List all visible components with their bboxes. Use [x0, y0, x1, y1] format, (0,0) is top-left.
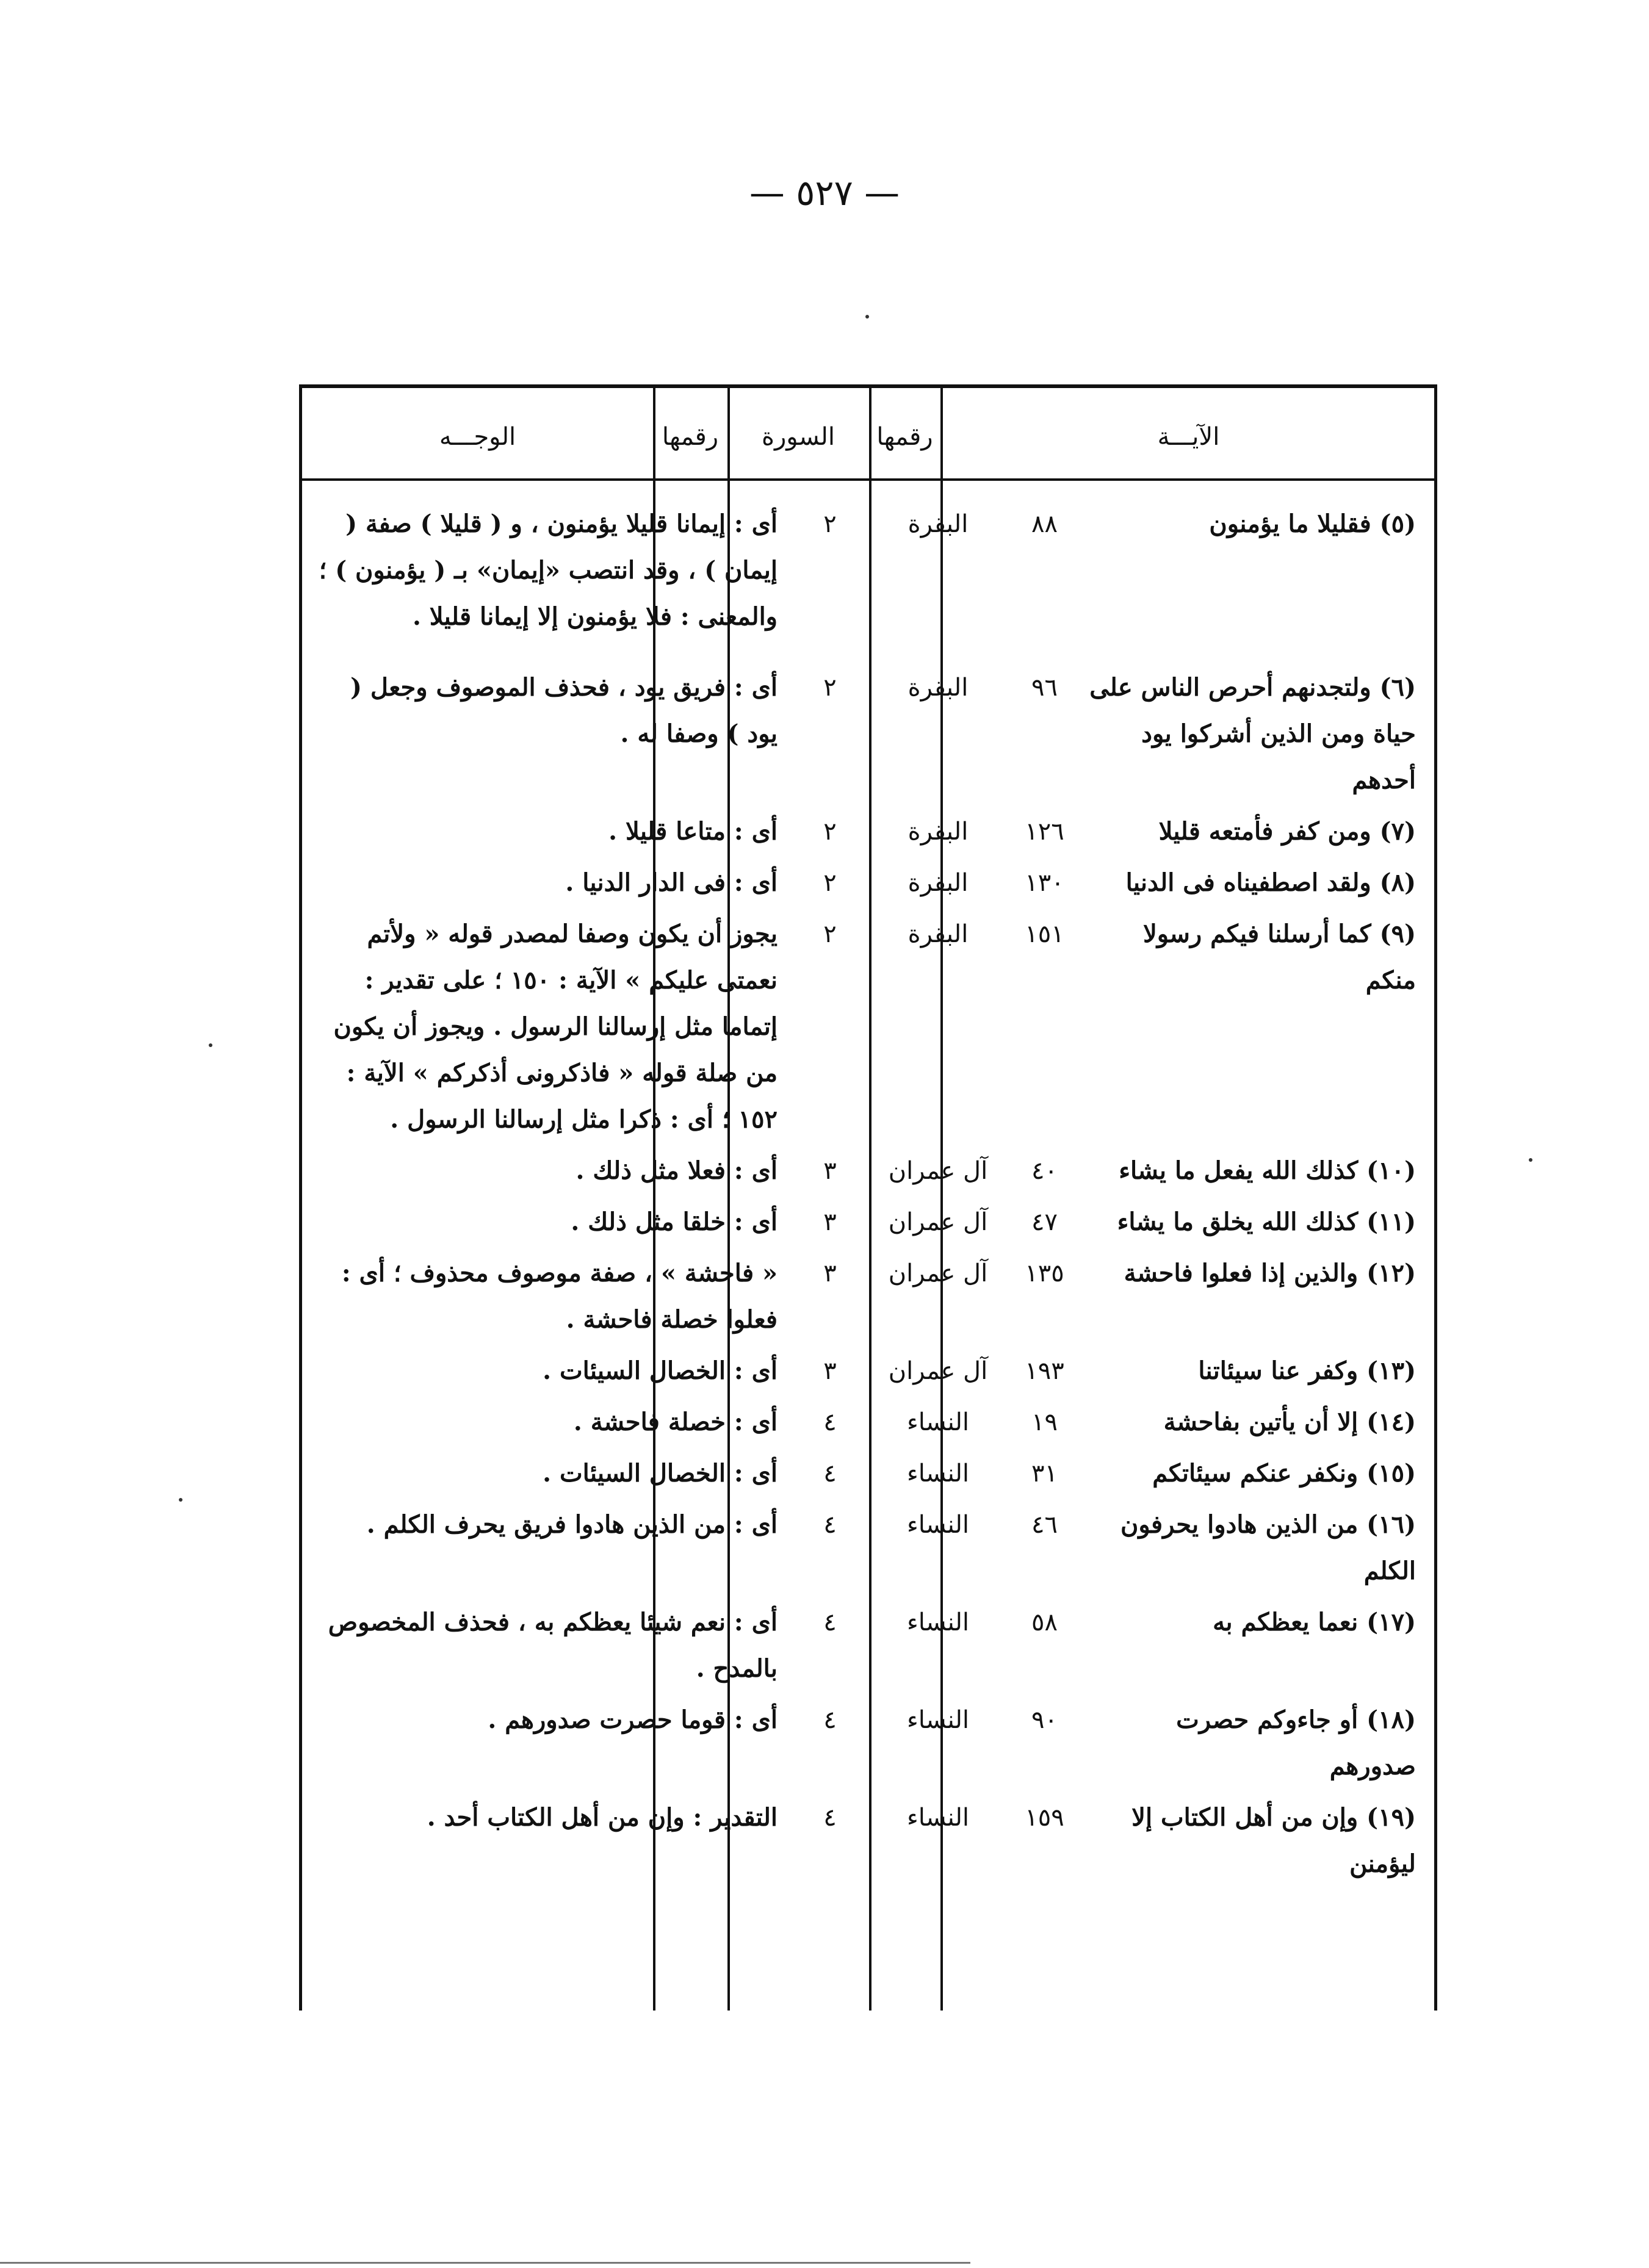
verse-cell: (١١) كذلك الله يخلق ما يشاء [1117, 1208, 1416, 1236]
explanation-cell: أى : قوما حصرت صدورهم . [488, 1705, 778, 1734]
header-verse-number: رقمها [876, 423, 933, 451]
verse-cell: (١٠) كذلك الله يفعل ما يشاء [1119, 1156, 1416, 1185]
surah-number-cell: ٤ [823, 1408, 837, 1436]
surah-cell: البقرة [907, 510, 969, 538]
surah-cell: البقرة [907, 869, 969, 897]
scan-speck [1529, 1158, 1532, 1162]
surah-number-cell: ٤ [823, 1804, 837, 1832]
table-row [302, 1599, 1434, 1692]
surah-cell: البقرة [907, 818, 969, 846]
surah-cell: النساء [906, 1460, 970, 1488]
surah-cell: آل عمران [888, 1208, 988, 1236]
verse-cell: (٥) فقليلا ما يؤمنون [1209, 509, 1416, 538]
row-gap [302, 1594, 1434, 1599]
verse-cell: (١٥) ونكفر عنكم سيئاتكم [1152, 1459, 1416, 1488]
surah-cell: آل عمران [888, 1357, 988, 1385]
row-gap [302, 1343, 1434, 1348]
row-gap [302, 1497, 1434, 1502]
header-explanation: الوجـــه [439, 423, 516, 451]
surah-number-cell: ٢ [823, 674, 837, 702]
verse-cell: (١٧) نعما يعظكم به [1213, 1608, 1416, 1636]
verse-cell: (١٢) والذين إذا فعلوا فاحشة [1124, 1259, 1416, 1287]
table-row [302, 1148, 1434, 1194]
scan-speck [209, 1043, 212, 1047]
verse-number-cell: ٤٦ [1031, 1511, 1058, 1539]
verse-number-cell: ١٣٠ [1025, 869, 1064, 897]
table-row [302, 1697, 1434, 1790]
verse-table [299, 384, 1437, 2011]
verse-number-cell: ١٣٥ [1025, 1259, 1064, 1287]
surah-number-cell: ٤ [823, 1511, 837, 1539]
header-surah-number: رقمها [662, 423, 719, 451]
table-row [302, 860, 1434, 906]
header-surah: السورة [762, 423, 835, 451]
table-row [302, 664, 1434, 804]
verse-cell: (١٨) أو جاءوكم حصرت صدورهم [1176, 1705, 1416, 1780]
verse-number-cell: ١٥١ [1025, 920, 1064, 948]
verse-cell: (٩) كما أرسلنا فيكم رسولا منكم [1142, 920, 1416, 995]
verse-number-cell: ٣١ [1031, 1460, 1058, 1488]
surah-cell: آل عمران [888, 1157, 988, 1185]
explanation-cell: أى : خصلة فاحشة . [573, 1408, 778, 1436]
surah-cell: النساء [906, 1408, 970, 1436]
surah-number-cell: ٣ [823, 1357, 837, 1385]
table-row [302, 1348, 1434, 1394]
verse-cell: (١٤) إلا أن يأتين بفاحشة [1163, 1408, 1416, 1436]
header-rule [302, 478, 1434, 481]
verse-cell: (٧) ومن كفر فأمتعه قليلا [1158, 817, 1416, 846]
page-number: — ٥٢٧ — [749, 172, 900, 214]
surah-cell: البقرة [907, 920, 969, 948]
verse-cell: (٨) ولقد اصطفيناه فى الدنيا [1125, 868, 1416, 897]
table-body [302, 501, 1434, 1887]
bottom-rule [0, 2262, 970, 2264]
explanation-cell: « فاحشة » ، صفة موصوف محذوف ؛ أى : فعلوا خصلة فاحشة . [341, 1259, 778, 1334]
surah-cell: البقرة [907, 674, 969, 702]
row-gap [302, 1143, 1434, 1148]
explanation-cell: أى : فعلا مثل ذلك . [576, 1156, 778, 1185]
explanation-cell: أى : الخصال السيئات . [543, 1356, 778, 1385]
surah-cell: النساء [906, 1608, 970, 1636]
verse-number-cell: ٩٠ [1031, 1706, 1058, 1734]
surah-number-cell: ٤ [823, 1460, 837, 1488]
explanation-cell: أى : فريق يود ، فحذف الموصوف وجعل ( يود ) وصفا له . [350, 673, 778, 748]
surah-cell: النساء [906, 1804, 970, 1832]
scan-speck [179, 1498, 182, 1502]
verse-cell: (١٣) وكفر عنا سيئاتنا [1198, 1356, 1416, 1385]
verse-cell: (١٩) وإن من أهل الكتاب إلا ليؤمنن [1131, 1803, 1416, 1878]
row-gap [302, 1790, 1434, 1795]
explanation-cell: أى : الخصال السيئات . [543, 1459, 778, 1488]
table-row [302, 1199, 1434, 1245]
explanation-cell: التقدير : وإن من أهل الكتاب أحد . [427, 1803, 778, 1832]
table-row [302, 1502, 1434, 1594]
verse-number-cell: ٥٨ [1031, 1608, 1058, 1636]
surah-cell: آل عمران [888, 1259, 988, 1287]
verse-cell: (١٦) من الذين هادوا يحرفون الكلم [1120, 1510, 1416, 1585]
row-gap [302, 906, 1434, 911]
surah-cell: النساء [906, 1511, 970, 1539]
explanation-cell: أى : إيمانا قليلا يؤمنون ، و ( قليلا ) صفة ( إيمان ) ، وقد انتصب «إيمان» بـ ( يؤمنون ) ؛ والمعنى : فلا يؤمنون إلا إيمانا قليلا . [319, 509, 778, 631]
row-gap [302, 804, 1434, 808]
table-row [302, 1795, 1434, 1887]
verse-number-cell: ٩٦ [1031, 674, 1058, 702]
surah-number-cell: ٤ [823, 1608, 837, 1636]
verse-number-cell: ٤٧ [1031, 1208, 1058, 1236]
scan-speck [865, 315, 869, 319]
surah-number-cell: ٢ [823, 818, 837, 846]
surah-number-cell: ٢ [823, 869, 837, 897]
explanation-cell: أى : من الذين هادوا فريق يحرف الكلم . [366, 1510, 778, 1539]
row-gap [302, 1445, 1434, 1450]
explanation-cell: أى : نعم شيئا يعظكم به ، فحذف المخصوص بالمدح . [328, 1608, 778, 1683]
verse-number-cell: ١٢٦ [1025, 818, 1064, 846]
surah-number-cell: ٣ [823, 1208, 837, 1236]
verse-number-cell: ١٥٩ [1025, 1804, 1064, 1832]
surah-number-cell: ٤ [823, 1706, 837, 1734]
verse-number-cell: ١٩٣ [1025, 1357, 1064, 1385]
table-row [302, 501, 1434, 640]
header-verse: الآيـــة [1157, 423, 1220, 451]
table-row [302, 1450, 1434, 1497]
table-row [302, 911, 1434, 1143]
surah-cell: النساء [906, 1706, 970, 1734]
table-row [302, 808, 1434, 855]
explanation-cell: أى : خلقا مثل ذلك . [571, 1208, 778, 1236]
table-row [302, 1250, 1434, 1343]
row-gap [302, 1692, 1434, 1697]
row-gap [302, 640, 1434, 664]
explanation-cell: يجوز أن يكون وصفا لمصدر قوله « ولأتم نعمتى عليكم » الآية : ١٥٠ ؛ على تقدير : إتماما مثل إرسالنا الرسول . ويجوز أن يكون من صلة قوله « فاذكرونى أذكركم » الآية : ١٥٢ ؛ أى : ذكرا مثل إرسالنا الرسول . [333, 920, 778, 1134]
verse-cell: (٦) ولتجدنهم أحرص الناس على حياة ومن الذين أشركوا يود أحدهم [1089, 673, 1416, 794]
row-gap [302, 1394, 1434, 1399]
verse-number-cell: ١٩ [1031, 1408, 1058, 1436]
explanation-cell: أى : متاعا قليلا . [608, 817, 778, 846]
row-gap [302, 1194, 1434, 1199]
explanation-cell: أى : فى الدار الدنيا . [565, 868, 778, 897]
verse-number-cell: ٤٠ [1031, 1157, 1058, 1185]
row-gap [302, 1245, 1434, 1250]
surah-number-cell: ٣ [823, 1259, 837, 1287]
surah-number-cell: ٣ [823, 1157, 837, 1185]
surah-number-cell: ٢ [823, 920, 837, 948]
row-gap [302, 855, 1434, 860]
verse-number-cell: ٨٨ [1031, 510, 1058, 538]
table-row [302, 1399, 1434, 1445]
surah-number-cell: ٢ [823, 510, 837, 538]
